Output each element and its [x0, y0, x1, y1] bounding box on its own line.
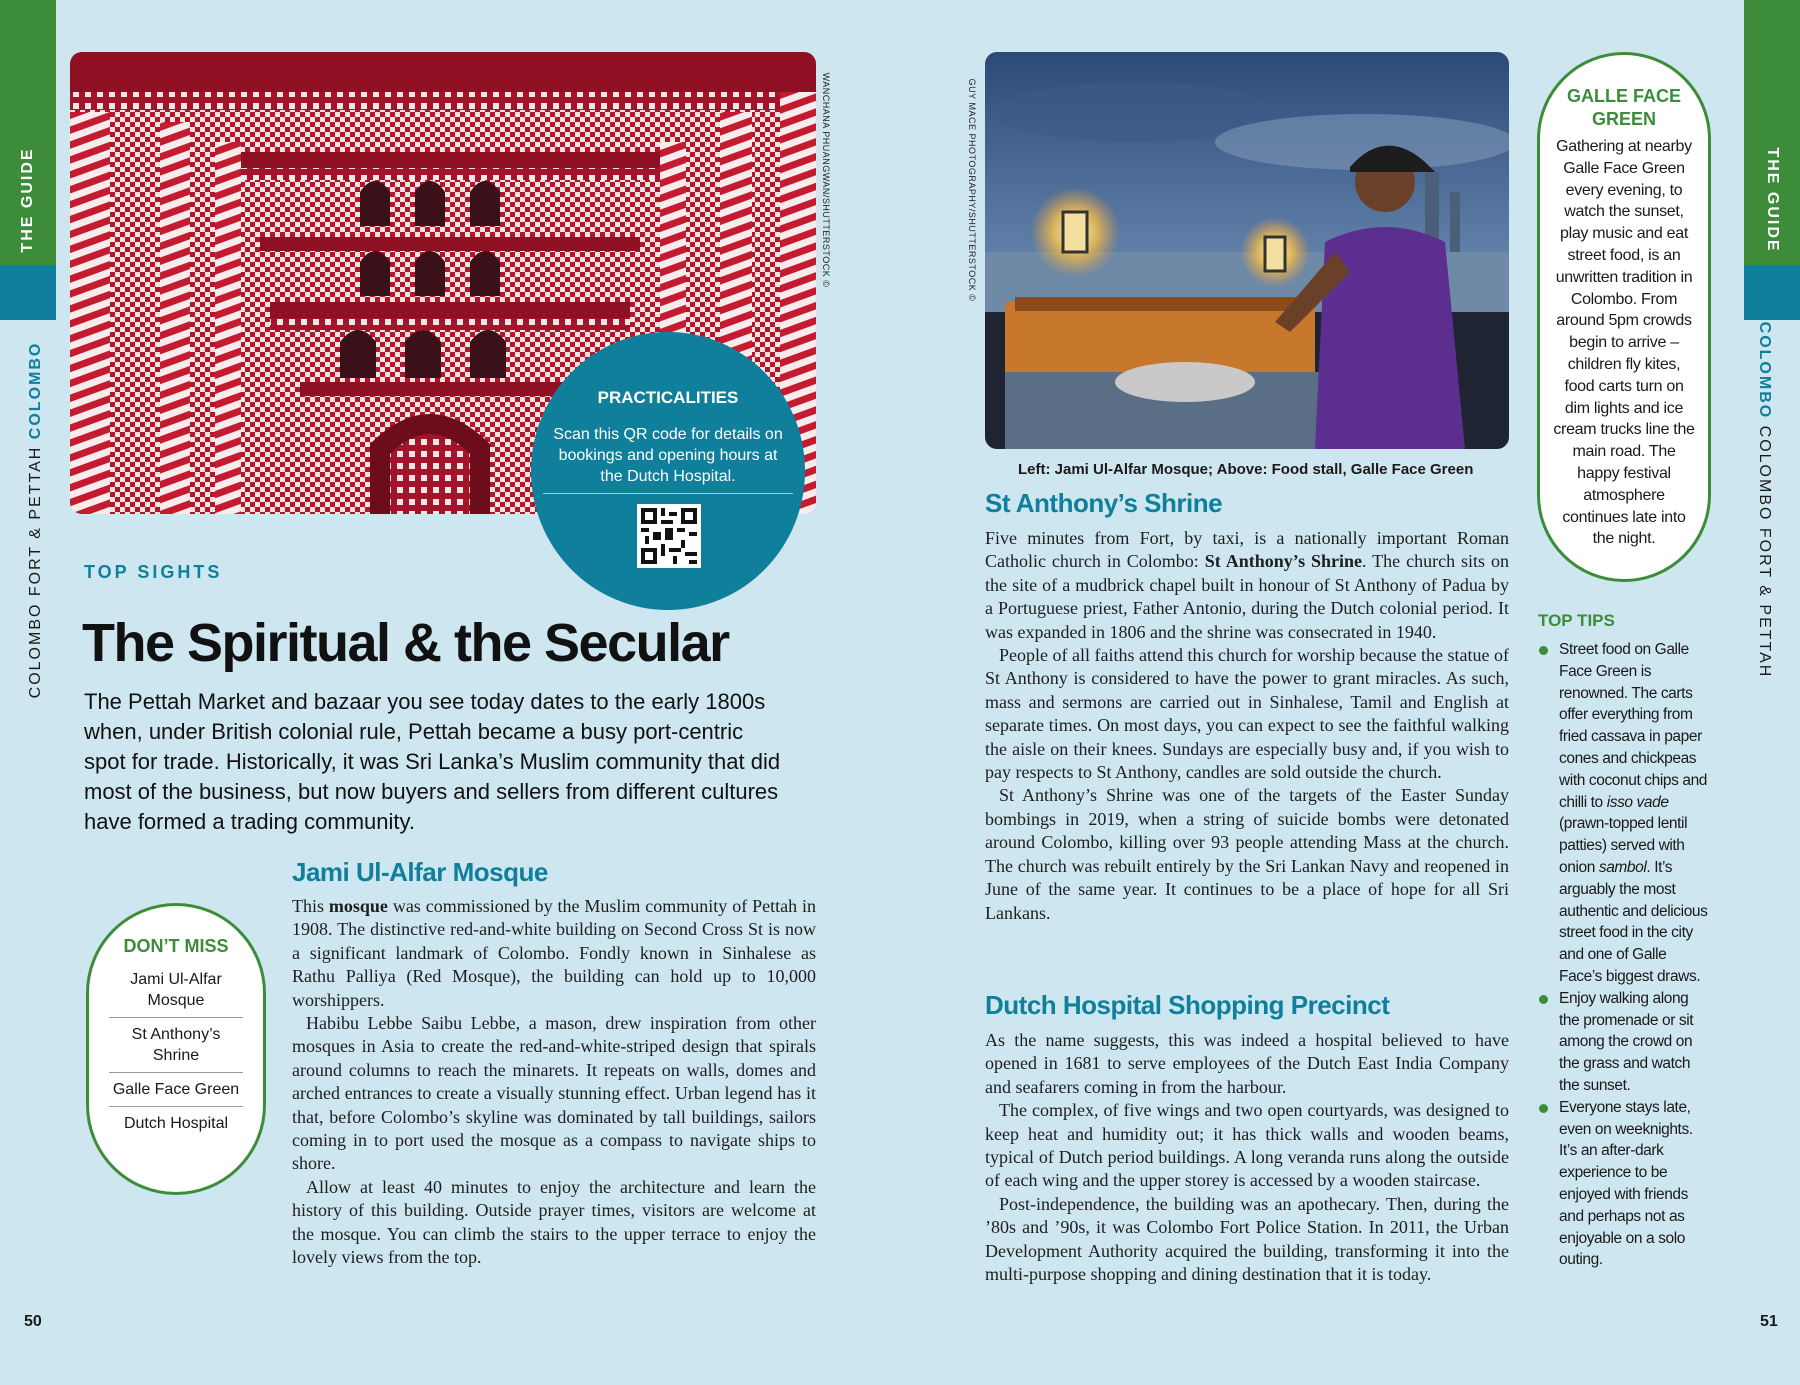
tip-item: Enjoy walking along the promenade or sit among the crowd on the grass and watch the sunset. — [1538, 988, 1708, 1097]
shrine-paragraph-2: People of all faiths attend this church for worship because the statue of St Anthony is considered to have the power to grant miracles. As such, mass and sermons are carried out in Sinhalese, Tamil and English at separate times. On most days, you can expect to see the faithful walking the aisle on their knees. Sundays are especially busy and, if you wish to pay respects to St Anthony, candles are sold outside the church. — [985, 645, 1509, 783]
practicalities-title: PRACTICALITIES — [597, 388, 739, 407]
text-run: was commissioned by the Muslim community of Pettah in 1908. The distinctive red-and-white building on Second Cross St is now a significant landmark of Colombo. Fondly known in Sinhalese as Rathu Palliya (Red Mosque), the building can hold up to 10,000 worshippers. — [292, 896, 816, 1010]
dont-miss-item[interactable]: Jami Ul-Alfar Mosque — [109, 963, 243, 1018]
photo-credit-left: WANCHANA PHUANGWAN/SHUTTERSTOCK © — [821, 72, 831, 288]
text-run: Street food on Galle Face Green is renowned. The carts offer everything from fried cassava in paper cones and chickpeas with coconut chips and chilli to — [1559, 641, 1708, 811]
galle-face-heading: GALLE FACE GREEN — [1566, 86, 1681, 129]
galle-face-text: Gathering at nearby Galle Face Green every evening, to watch the sunset, play music and eat street food, is an unwritten tradition in Colombo. From around 5pm crowds begin to arrive – children fly kites, food carts turn on dim lights and ice cream trucks line the main road. The happy festival atmosphere continues late into the night. — [1553, 138, 1695, 548]
tip-item — [1538, 639, 1708, 988]
dont-miss-item[interactable]: Dutch Hospital — [123, 1115, 229, 1132]
shrine-paragraph-1 — [985, 527, 1509, 644]
dutch-paragraph-1: As the name suggests, this was indeed a hospital believed to have opened in 1681 to serve employees of the Dutch East India Company and seafarers coming in from the harbour. — [985, 1030, 1509, 1097]
dont-miss-list — [89, 963, 263, 1140]
text-run-italic: sambol — [1598, 858, 1647, 876]
shrine-paragraph-3: St Anthony’s Shrine was one of the targets of the Easter Sunday bombings in 2019, when a string of suicide bombs were detonated around Colombo, killing over 93 people attending Mass at the church. The church was rebuilt entirely by the Sri Lankan Navy and reopened in June of the same year. It continues to be a place of hope for all Sri Lankans. — [985, 785, 1509, 923]
side-tab-label: THE GUIDE — [1764, 147, 1781, 253]
tip-item: Everyone stays late, even on weeknights. It’s an after-dark experience to be enjoyed with friends and perhaps not as enjoyable on a solo outing. — [1538, 1097, 1708, 1271]
page-number-left: 50 — [24, 1313, 42, 1330]
right-page — [900, 0, 1800, 1385]
kicker-top-sights: TOP SIGHTS — [84, 562, 223, 582]
side-tab-label: THE GUIDE — [19, 147, 36, 253]
running-head-city: COLOMBO — [1756, 321, 1773, 420]
page-title: The Spiritual & the Secular — [82, 613, 729, 673]
side-tab-teal-marker — [0, 265, 56, 320]
shrine-body — [985, 527, 1509, 925]
food-stall-illustration — [985, 52, 1509, 449]
highlight-mosque: mosque — [328, 896, 388, 916]
qr-code[interactable] — [637, 504, 701, 568]
running-head — [27, 342, 45, 699]
text-run: Five minutes from Fort, by taxi, is a nationally important Roman Catholic church in Colombo: — [985, 528, 1509, 572]
shrine-heading: St Anthony’s Shrine — [985, 488, 1223, 518]
photo-caption: Left: Jami Ul-Alfar Mosque; Above: Food stall, Galle Face Green — [1018, 461, 1474, 478]
practicalities-text: Scan this QR code for details on bookings and opening hours at the Dutch Hospital. — [553, 426, 783, 485]
practicalities-divider — [543, 493, 793, 494]
text-run: (prawn-topped lentil patties) served with onion — [1559, 815, 1688, 876]
text-run: . The church sits on the site of a mudbrick chapel built in honour of St Anthony of Padua by a Portuguese priest, Father Antonio, during the Dutch colonial period. It was expanded in 1806 and the shrine was consecrated in 1940. — [985, 551, 1509, 642]
side-tab-the-guide-right[interactable] — [1744, 0, 1800, 265]
dont-miss-box — [86, 903, 266, 1195]
dutch-paragraph-3: Post-independence, the building was an apothecary. Then, during the ’80s and ’90s, it was Colombo Fort Police Station. In 2011, the Urban Development Authority acquired the building, transforming it into the multi-purpose shopping and dining destination that it is today. — [985, 1193, 1509, 1285]
text-run: This — [292, 896, 329, 916]
photo-credit-right: GUY MACE PHOTOGRAPHY/SHUTTERSTOCK © — [967, 78, 977, 302]
top-tips-list — [1538, 639, 1708, 1271]
dutch-hospital-heading: Dutch Hospital Shopping Precinct — [985, 990, 1390, 1020]
mosque-heading: Jami Ul-Alfar Mosque — [292, 857, 548, 887]
galle-face-box — [1537, 52, 1711, 582]
side-tab-teal-marker-right — [1744, 265, 1800, 320]
mosque-paragraph-1 — [292, 895, 816, 1012]
top-tips-heading: TOP TIPS — [1538, 611, 1615, 630]
highlight-shrine: St Anthony’s Shrine — [1204, 551, 1363, 572]
dutch-paragraph-2: The complex, of five wings and two open courtyards, was designed to keep heat and humidity out; it has thick walls and wooden beams, typical of Dutch period buildings. A long veranda runs along the outside of each wing and the upper storey is accessed by a wooden staircase. — [985, 1100, 1509, 1191]
running-head-city: COLOMBO — [27, 341, 44, 440]
text-run: . It’s arguably the most authentic and delicious street food in the city and one of Galle Face’s biggest draws. — [1559, 858, 1708, 985]
side-tab-the-guide[interactable] — [0, 0, 56, 265]
intro-paragraph: The Pettah Market and bazaar you see today dates to the early 1800s when, under British colonial rule, Pettah became a busy port-centric spot for trade. Historically, it was Sri Lanka’s Muslim community that did most of the business, but now buyers and sellers from different cultures have formed a trading community. — [84, 689, 781, 834]
mosque-body — [292, 895, 816, 1270]
text-run-italic: isso vade — [1606, 793, 1669, 811]
practicalities-badge — [531, 332, 805, 610]
mosque-paragraph-3: Allow at least 40 minutes to enjoy the architecture and learn the history of this building. Outside prayer times, visitors are welcome at the mosque. You can climb the stairs to the upper terrace to enjoy the lovely views from the top. — [292, 1176, 816, 1268]
running-head-section: COLOMBO FORT & PETTAH — [27, 439, 44, 699]
running-head-right — [1755, 322, 1773, 679]
dont-miss-item[interactable]: St Anthony’s Shrine — [109, 1018, 243, 1073]
mosque-paragraph-2: Habibu Lebbe Saibu Lebbe, a mason, drew inspiration from other mosques in Asia to create the red-and-white-striped design that spirals around columns to reach the minarets. It repeats on walls, domes and arched entrances to create a visually stunning effect. Urban legend has it that, before Colombo’s skyline was dominated by tall buildings, sailors coming in to port used the mosque as a compass to navigate ships to shore. — [292, 1013, 816, 1174]
running-head-section: COLOMBO FORT & PETTAH — [1756, 419, 1773, 679]
qr-code-icon — [641, 508, 697, 564]
page-number-right: 51 — [1760, 1313, 1778, 1330]
dont-miss-heading: DON’T MISS — [123, 936, 229, 956]
dutch-hospital-body — [985, 1029, 1509, 1286]
dont-miss-item[interactable]: Galle Face Green — [109, 1073, 243, 1107]
food-stall-photo — [985, 52, 1509, 449]
